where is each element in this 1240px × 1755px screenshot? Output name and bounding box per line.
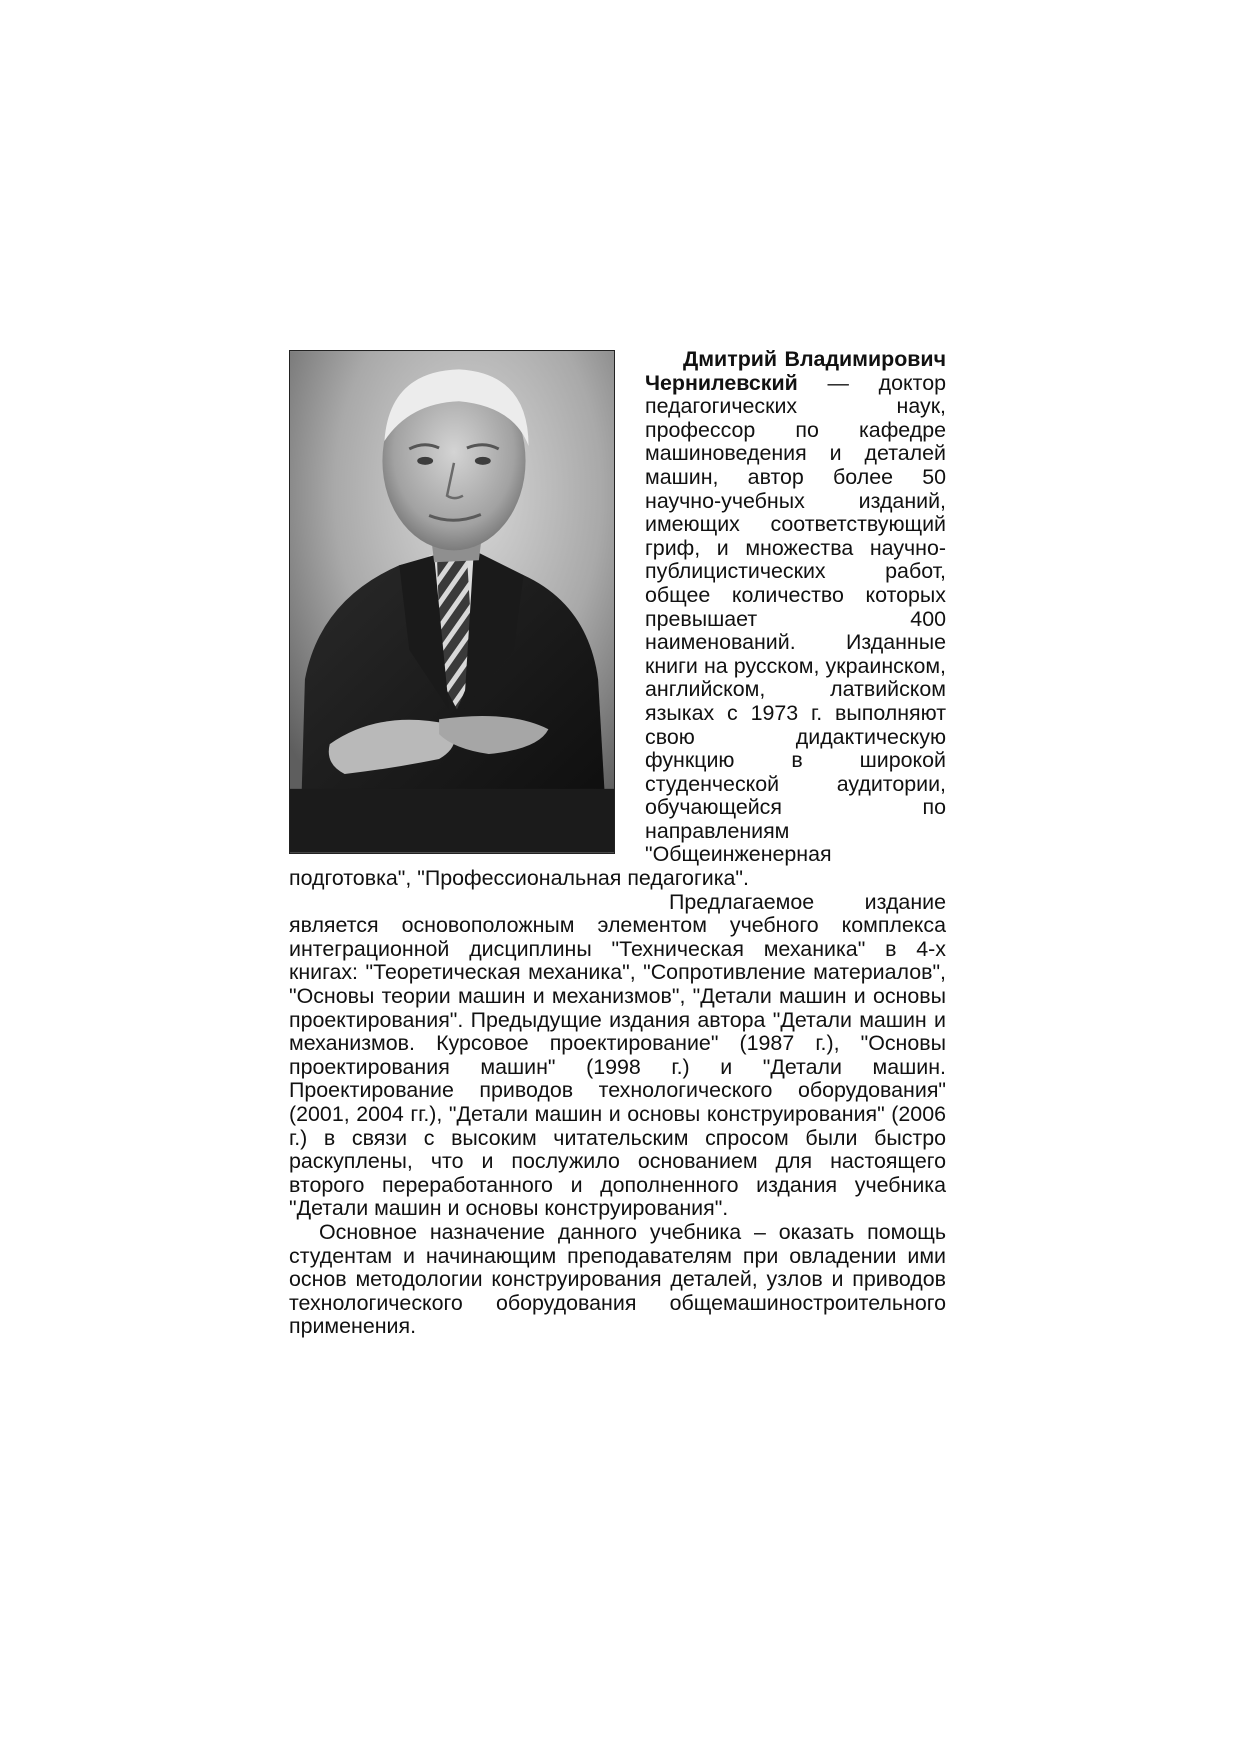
biography-and-description-text bbox=[289, 348, 946, 1339]
photo-wrap-spacer bbox=[289, 348, 645, 858]
author-bio-text: — доктор педагогических наук, профессор по кафедре машиноведения и деталей машин, автор более 50 научно-учебных изданий, имеющих соответствующий гриф, и множества научно-публицистических работ, общее количество которых превышает 400 наименований. Изданные книги на русском, украинском, английском, латвийском языках с 1973 г. выполняют свою дидактическую функцию в широкой студенческой аудитории, обучающейся по направлениям "Общеинженерная подготовка", "Профессиональная педагогика". bbox=[289, 370, 946, 891]
purpose-paragraph: Основное назначение данного учебника – оказать помощь студентам и начинающим преподавателям при овладении ими основ методологии конструирования деталей, узлов и приводов технологического оборудования общемашиностроительного применения. bbox=[289, 1219, 946, 1339]
edition-paragraph: Предлагаемое издание является основоположным элементом учебного комплекса интеграционной дисциплины "Техническая механика" в 4-х книгах: "Теоретическая механика", "Сопротивление материалов", "Основы теории машин и механизмов", "Детали машин и основы проектирования". Предыдущие издания автора "Детали машин и механизмов. Курсовое проектирование" (1987 г.), "Основы проектирования машин" (1998 г.) и "Детали машин. Проектирование приводов технологического оборудования" (2001, 2004 гг.), "Детали машин и основы конструирования" (2006 г.) в связи с высоким читательским спросом были быстро раскуплены, что и послужило основанием для настоящего второго переработанного и дополненного издания учебника "Детали машин и основы конструирования". bbox=[289, 889, 946, 1221]
author-name: Дмитрий Владимирович Чернилевский bbox=[645, 347, 946, 395]
